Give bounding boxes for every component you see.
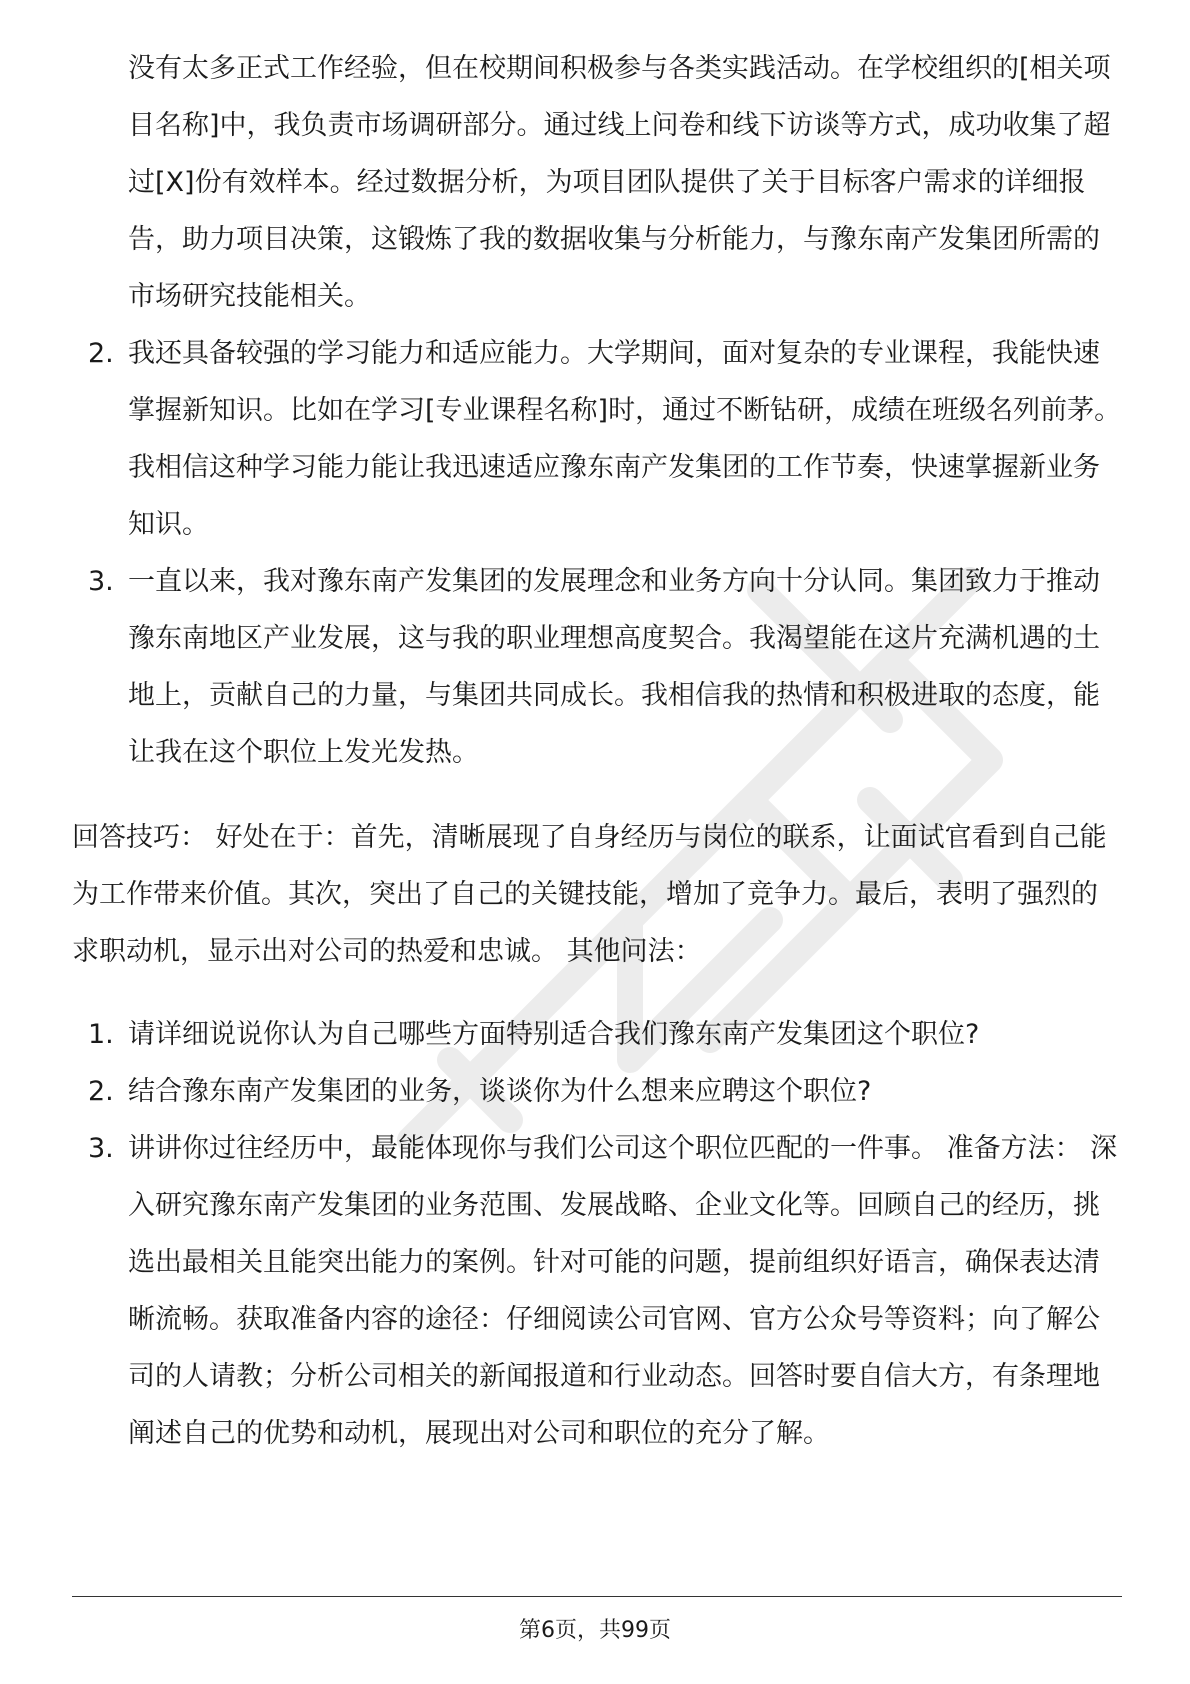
list-item-text: 没有太多正式工作经验，但在校期间积极参与各类实践活动。在学校组织的[相关项目名称]中，我负责市场调研部分。通过线上问卷和线下访谈等方式，成功收集了超过[X]份有效样本。经过数据分析，为项目团队提供了关于目标客户需求的详细报告，助力项目决策，这锻炼了我的数据收集与分析能力，与豫东南产发集团所需的市场研究技能相关。: [128, 53, 1111, 312]
content-area: [72, 40, 1122, 1462]
list-item-text: 结合豫东南产发集团的业务，谈谈你为什么想来应聘这个职位?: [128, 1076, 872, 1107]
list-item-number: 2.: [88, 338, 114, 369]
list-item-number: 2.: [88, 1076, 114, 1107]
alt-questions-list: [72, 1006, 1122, 1462]
list-item-number: 3.: [88, 1133, 114, 1164]
list-item-text: 我还具备较强的学习能力和适应能力。大学期间，面对复杂的专业课程，我能快速掌握新知识。比如在学习[专业课程名称]时，通过不断钻研，成绩在班级名列前茅。我相信这种学习能力能让我迅速适应豫东南产发集团的工作节奏，快速掌握新业务知识。: [128, 338, 1122, 540]
list-item: [72, 1006, 1122, 1063]
list-item-continued: [72, 40, 1122, 325]
answer-list: [72, 40, 1122, 781]
tips-paragraph: 回答技巧： 好处在于：首先，清晰展现了自身经历与岗位的联系，让面试官看到自己能为工作带来价值。其次，突出了自己的关键技能，增加了竞争力。最后，表明了强烈的求职动机，显示出对公司的热爱和忠诚。 其他问法：: [72, 822, 1107, 967]
footer-divider: [72, 1596, 1122, 1597]
list-item: [72, 1063, 1122, 1120]
list-item-number: 3.: [88, 566, 114, 597]
list-item-text: 请详细说说你认为自己哪些方面特别适合我们豫东南产发集团这个职位?: [128, 1019, 980, 1050]
list-item-text: 一直以来，我对豫东南产发集团的发展理念和业务方向十分认同。集团致力于推动豫东南地区产业发展，这与我的职业理想高度契合。我渴望能在这片充满机遇的土地上，贡献自己的力量，与集团共同成长。我相信我的热情和积极进取的态度，能让我在这个职位上发光发热。: [128, 566, 1100, 768]
list-item: [72, 553, 1122, 781]
list-item-number: 1.: [88, 1019, 114, 1050]
list-item-text: 讲讲你过往经历中，最能体现你与我们公司这个职位匹配的一件事。 准备方法： 深入研究豫东南产发集团的业务范围、发展战略、企业文化等。回顾自己的经历，挑选出最相关且能突出能力的案例。针对可能的问题，提前组织好语言，确保表达清晰流畅。获取准备内容的途径：仔细阅读公司官网、官方公众号等资料；向了解公司的人请教；分析公司相关的新闻报道和行业动态。回答时要自信大方，有条理地阐述自己的优势和动机，展现出对公司和职位的充分了解。: [128, 1133, 1118, 1449]
list-item: [72, 325, 1122, 553]
page-number: 第6页，共99页: [519, 1618, 671, 1643]
list-item: [72, 1120, 1122, 1462]
